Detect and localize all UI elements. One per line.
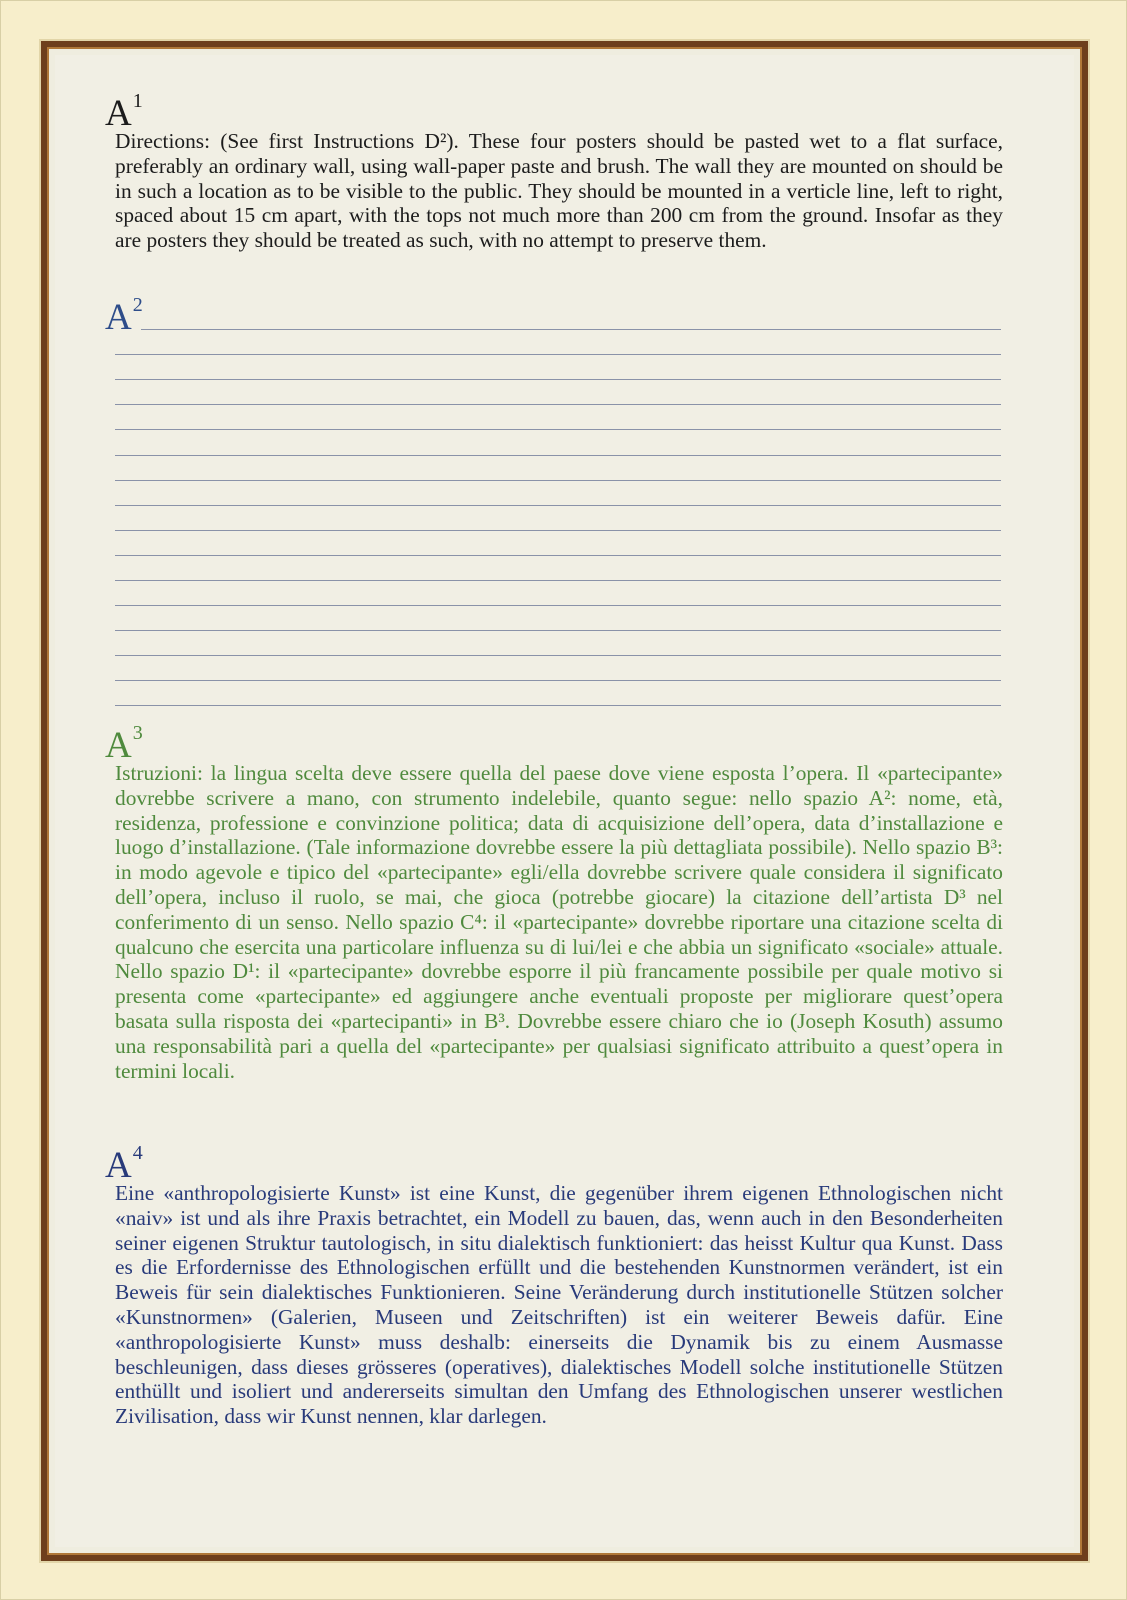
writing-line <box>115 555 1001 556</box>
writing-line <box>115 354 1001 355</box>
section-a2-superscript: 2 <box>132 294 143 316</box>
section-a4-letter: A <box>105 1145 132 1186</box>
section-a4-heading <box>105 1142 143 1186</box>
section-a1-directions-text: Directions: (See first Instructions D²). These four posters should be pasted wet to a flat surface, preferably an ordinary wall, using wall-paper paste and brush. The wall they are mounted on should be in such a location as to be visible to the public. They should be mounted in a verticle line, left to right, spaced about 15 cm apart, with the tops not much more than 200 cm from the ground. Insofar as they are posters they should be treated as such, with no attempt to preserve them. <box>115 129 1003 253</box>
writing-line <box>115 455 1001 456</box>
writing-line <box>115 655 1001 656</box>
writing-line <box>115 505 1001 506</box>
writing-line <box>115 404 1001 405</box>
writing-line <box>115 480 1001 481</box>
section-a1-superscript: 1 <box>132 90 143 112</box>
writing-line <box>115 680 1001 681</box>
writing-line <box>115 705 1001 706</box>
poster-sheet <box>55 55 1074 1547</box>
writing-line <box>115 630 1001 631</box>
section-a3-italian-instructions: Istruzioni: la lingua scelta deve essere quella del paese dove viene esposta l’opera. Il «partecipante» dovrebbe scrivere a mano, con strumento indelebile, quanto segue: nello spazio A²: nome, età, residenza, professione e convinzione politica; data di acquisizione dell’opera, data d’installazione e luogo d’installazione. (Tale informazione dovrebbe essere la più dettagliata possibile). Nello spazio B³: in modo agevole e tipico del «partecipante» egli/ella dovrebbe scrivere quale considera il significato dell’opera, incluso il ruolo, se mai, che gioca (potrebbe giocare) la citazione dell’artista D³ nel conferimento di un senso. Nello spazio C⁴: il «partecipante» dovrebbe riportare una citazione scelta di qualcuno che esercita una particolare influenza su di lui/lei e che abbia un significato «sociale» attuale. Nello spazio D¹: il «partecipante» dovrebbe esporre il più francamente possibile per quale motivo si presenta come «partecipante» ed aggiungere anche eventuali proposte per migliorare quest’opera basata sulla risposta dei «partecipanti» in B³. Dovrebbe essere chiaro che io (Joseph Kosuth) assumo una responsabilità pari a quella del «partecipante» per qualsiasi significato attribuito a quest’opera in termini locali. <box>115 761 1003 1083</box>
section-a4-german-text: Eine «anthropologisierte Kunst» ist eine Kunst, die gegenüber ihrem eigenen Ethnologischen nicht «naiv» ist und als ihre Praxis betrachtet, ein Modell zu bauen, das, wenn auch in den Besonderheiten seiner eigenen Struktur tautologisch, in situ dialektisch funktioniert: das heisst Kultur qua Kunst. Dass es die Erfordernisse des Ethnologischen erfüllt und die bestehenden Kunstnormen verändert, ist ein Beweis für sein dialektisches Funktionieren. Seine Veränderung durch institutionelle Stützen solcher «Kunstnormen» (Galerien, Museen und Zeitschriften) ist ein weiterer Beweis dafür. Eine «anthropologisierte Kunst» muss deshalb: einerseits die Dynamik bis zu einem Ausmasse beschleunigen, dass dieses grösseres (operatives), dialektisches Modell solche institutionelle Stützen enthüllt und isoliert und andererseits simultan den Umfang des Ethnologischen unserer westlichen Zivilisation, dass wir Kunst nennen, klar darlegen. <box>115 1181 1003 1429</box>
section-a2-letter: A <box>105 297 132 338</box>
writing-line <box>141 329 1001 330</box>
section-a3-letter: A <box>105 725 132 766</box>
section-a3-superscript: 3 <box>132 722 143 744</box>
section-a3-heading <box>105 722 143 766</box>
section-a2-heading <box>105 294 143 338</box>
writing-line <box>115 605 1001 606</box>
writing-line <box>115 379 1001 380</box>
frame-molding <box>41 41 1088 1561</box>
section-a1-heading <box>105 90 143 134</box>
section-a4-superscript: 4 <box>132 1142 143 1164</box>
writing-line <box>115 530 1001 531</box>
writing-line <box>115 429 1001 430</box>
writing-line <box>115 580 1001 581</box>
section-a1-letter: A <box>105 93 132 134</box>
